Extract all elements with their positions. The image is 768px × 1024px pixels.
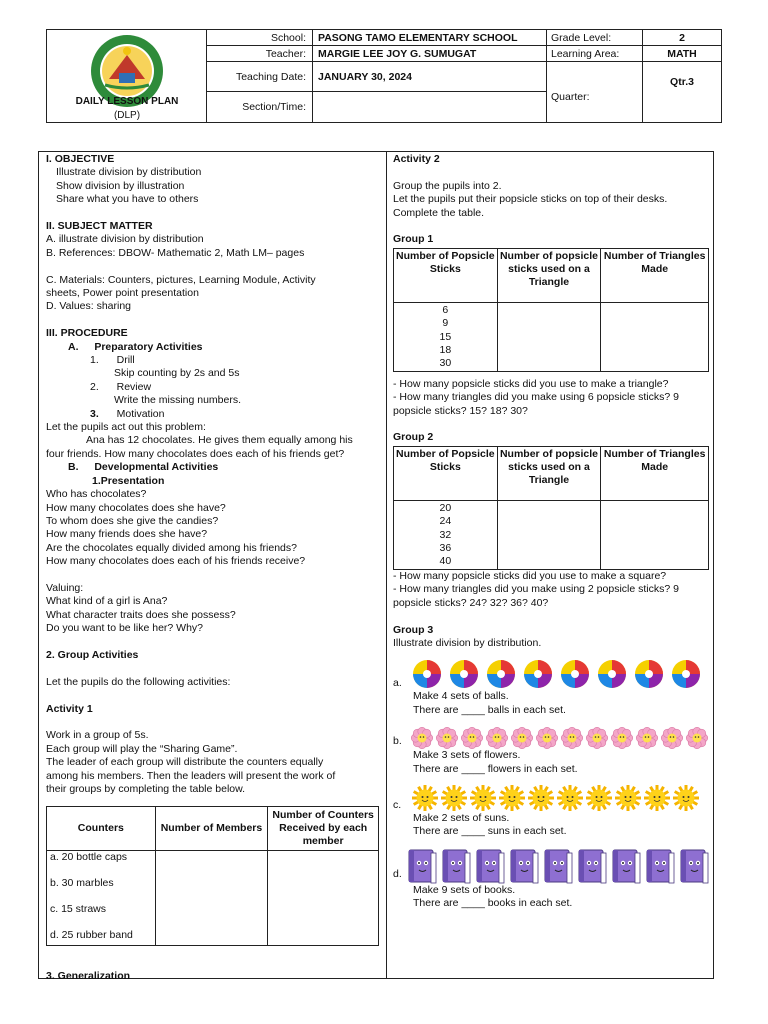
valuing-item: What kind of a girl is Ana?: [46, 595, 168, 608]
subject-item-a: A. illustrate division by distribution: [46, 233, 204, 246]
materials-line: sheets, Power point presentation: [46, 287, 199, 300]
activity1-table: [46, 806, 379, 946]
motivation-title: Motivation: [116, 407, 165, 420]
group2-question: - How many triangles did you make using 2 popsicle sticks? 9: [393, 583, 679, 596]
valuing-item: Do you want to be like her? Why?: [46, 622, 203, 635]
item-task: Make 9 sets of books.: [413, 883, 516, 896]
beach-ball-icon: [448, 658, 485, 690]
table-cell[interactable]: [268, 903, 379, 929]
column-divider: [386, 152, 387, 979]
flower-icon: [686, 727, 711, 749]
book-icon: [473, 847, 507, 884]
grade-label: Grade Level:: [547, 30, 643, 46]
book-icon: [541, 847, 575, 884]
book-icon: [677, 847, 711, 884]
flower-icon: [486, 727, 511, 749]
grade-value: 2: [643, 30, 721, 46]
sticks-value: 36: [439, 542, 452, 555]
item-answer: There are ____ balls in each set.: [413, 703, 566, 716]
logo-box: [47, 30, 207, 122]
sun-icon: [643, 784, 672, 812]
flower-icon: [436, 727, 461, 749]
table-header: Counters: [47, 807, 156, 851]
flower-icon: [561, 727, 586, 749]
group3-intro: Illustrate division by distribution.: [393, 636, 542, 649]
valuing-label: Valuing:: [46, 581, 84, 594]
item-letter: a.: [393, 677, 402, 690]
sun-icon: [469, 784, 498, 812]
table-header: Number of Triangles Made: [601, 248, 709, 302]
sticks-value: 24: [439, 515, 452, 528]
school-label: School:: [207, 30, 313, 46]
table-cell: a. 20 bottle caps: [47, 851, 156, 877]
activity1-line: among his members. Then the leaders will present the work of: [46, 769, 336, 782]
item-answer: There are ____ flowers in each set.: [413, 762, 578, 775]
prep-letter: A.: [68, 340, 79, 353]
drill-number: 1.: [90, 354, 99, 367]
book-icon: [507, 847, 541, 884]
review-title: Review: [116, 380, 152, 393]
beach-ball-icon: [559, 658, 596, 690]
beach-ball-icon: [411, 658, 448, 690]
group3-item-a: [393, 658, 711, 690]
group3-item-c: [393, 784, 711, 812]
table-header: Number of Members: [155, 807, 268, 851]
table-cell[interactable]: [155, 877, 268, 903]
group2-table: [393, 446, 709, 570]
prep-title: Preparatory Activities: [94, 340, 203, 353]
item-answer: There are ____ suns in each set.: [413, 825, 567, 838]
activity1-line: their groups by completing the table below.: [46, 782, 246, 795]
beach-ball-icon: [670, 658, 707, 690]
table-cell[interactable]: [155, 903, 268, 929]
sticks-value: 18: [439, 344, 452, 357]
table-cell[interactable]: [497, 302, 601, 371]
review-detail: Write the missing numbers.: [114, 394, 242, 407]
sun-icon: [411, 784, 440, 812]
item-letter: d.: [393, 868, 402, 881]
procedure-heading: III. PROCEDURE: [46, 327, 128, 340]
flower-icon: [636, 727, 661, 749]
dlp-title: DAILY LESSON PLAN: [75, 96, 179, 107]
table-cell[interactable]: [155, 929, 268, 946]
beach-ball-row: [411, 658, 707, 690]
problem-text: four friends. How many chocolates does each of his friends get?: [46, 447, 345, 460]
school-value: PASONG TAMO ELEMENTARY SCHOOL: [313, 30, 547, 46]
book-icon: [575, 847, 609, 884]
sun-icon: [614, 784, 643, 812]
table-cell[interactable]: [155, 851, 268, 877]
flower-icon: [586, 727, 611, 749]
table-header: Number of Counters Received by each member: [268, 807, 379, 851]
drill-detail: Skip counting by 2s and 5s: [114, 367, 240, 380]
item-letter: c.: [393, 798, 402, 811]
beach-ball-icon: [485, 658, 522, 690]
activity2-intro: Let the pupils put their popsicle sticks on top of their desks.: [393, 193, 668, 206]
sticks-value: 15: [439, 330, 452, 343]
flower-icon: [661, 727, 686, 749]
activity2-intro: Group the pupils into 2.: [393, 179, 502, 192]
item-task: Make 2 sets of suns.: [413, 811, 510, 824]
group3-item-d: [393, 847, 711, 884]
teaching-date-label: Teaching Date:: [207, 62, 313, 92]
book-icon: [439, 847, 473, 884]
left-column: [46, 153, 380, 984]
sun-icon: [527, 784, 556, 812]
objective-heading: I. OBJECTIVE: [46, 153, 115, 165]
sun-icon: [672, 784, 701, 812]
question-item: How many chocolates does each of his friends receive?: [46, 555, 306, 568]
group2-question: popsicle sticks? 24? 32? 36? 40?: [393, 596, 549, 609]
item-task: Make 3 sets of flowers.: [413, 749, 521, 762]
table-cell[interactable]: [268, 851, 379, 877]
book-row: [405, 847, 711, 884]
table-header: Number of Triangles Made: [601, 446, 709, 500]
item-answer: There are ____ books in each set.: [413, 897, 573, 910]
valuing-item: What character traits does she possess?: [46, 608, 236, 621]
table-cell[interactable]: [601, 302, 709, 371]
group-activities-intro: Let the pupils do the following activities:: [46, 675, 231, 688]
question-item: How many chocolates does she have?: [46, 501, 226, 514]
motivation-number: 3.: [90, 407, 99, 420]
group2-heading: Group 2: [393, 431, 434, 444]
table-header: Number of Popsicle Sticks: [394, 446, 498, 500]
table-header: Number of popsicle sticks used on a Triangle: [497, 446, 601, 500]
activity1-line: The leader of each group will distribute the counters equally: [46, 756, 324, 769]
sun-icon: [556, 784, 585, 812]
flower-icon: [536, 727, 561, 749]
sticks-value: 30: [439, 357, 452, 370]
flower-icon: [461, 727, 486, 749]
table-cell[interactable]: [268, 929, 379, 946]
flower-row: [411, 727, 711, 749]
learning-area-label: Learning Area:: [547, 46, 643, 62]
table-cell: c. 15 straws: [47, 903, 156, 929]
activity2-heading: Activity 2: [393, 153, 440, 165]
teacher-value: MARGIE LEE JOY G. SUMUGAT: [313, 46, 547, 62]
dev-title: Developmental Activities: [94, 461, 219, 474]
problem-text: Ana has 12 chocolates. He gives them equally among his: [86, 434, 353, 447]
subject-item-b: B. References: DBOW- Mathematic 2, Math LM– pages: [46, 246, 305, 259]
generalization-heading: 3. Generalization: [46, 970, 131, 983]
group1-question: - How many triangles did you make using 6 popsicle sticks? 9: [393, 391, 679, 404]
dev-letter: B.: [68, 461, 79, 474]
review-number: 2.: [90, 380, 99, 393]
table-cell[interactable]: [497, 500, 601, 569]
question-item: To whom does she give the candies?: [46, 514, 219, 527]
objective-item: Illustrate division by distribution: [56, 166, 202, 179]
flower-icon: [611, 727, 636, 749]
book-icon: [609, 847, 643, 884]
beach-ball-icon: [633, 658, 670, 690]
objective-item: Show division by illustration: [56, 179, 185, 192]
activity1-line: Each group will play the “Sharing Game”.: [46, 742, 238, 755]
group1-question: - How many popsicle sticks did you use to make a triangle?: [393, 377, 669, 390]
dlp-subtitle: (DLP): [113, 110, 141, 121]
drill-title: Drill: [116, 354, 135, 367]
group1-table: [393, 248, 709, 372]
group3-item-b: [393, 727, 711, 749]
group-activities-heading: 2. Group Activities: [46, 648, 139, 661]
flower-icon: [511, 727, 536, 749]
sun-icon: [498, 784, 527, 812]
learning-area-value: MATH: [643, 46, 721, 62]
sun-icon: [585, 784, 614, 812]
activity1-heading: Activity 1: [46, 702, 93, 715]
quarter-value: Qtr.3: [670, 76, 694, 88]
sticks-value: 9: [442, 317, 449, 330]
table-cell: d. 25 rubber band: [47, 929, 156, 946]
sticks-value: 32: [439, 528, 452, 541]
right-column: [393, 153, 711, 911]
item-task: Make 4 sets of balls.: [413, 690, 509, 703]
group1-question: popsicle sticks? 15? 18? 30?: [393, 404, 528, 417]
section-time-label: Section/Time:: [207, 92, 313, 122]
sun-icon: [440, 784, 469, 812]
sun-row: [411, 784, 701, 812]
subject-matter-heading: II. SUBJECT MATTER: [46, 220, 153, 233]
sticks-value: 6: [442, 303, 449, 316]
objective-item: Share what you have to others: [56, 193, 199, 206]
quarter-label: Quarter:: [547, 62, 643, 122]
teaching-date-value: JANUARY 30, 2024: [313, 62, 547, 92]
book-icon: [405, 847, 439, 884]
table-cell[interactable]: [268, 877, 379, 903]
beach-ball-icon: [596, 658, 633, 690]
question-item: How many friends does she have?: [46, 528, 208, 541]
question-item: Are the chocolates equally divided among his friends?: [46, 541, 297, 554]
flower-icon: [411, 727, 436, 749]
lesson-body: [38, 151, 714, 983]
group2-question: - How many popsicle sticks did you use to make a square?: [393, 569, 667, 582]
group1-heading: Group 1: [393, 233, 434, 246]
beach-ball-icon: [522, 658, 559, 690]
teacher-label: Teacher:: [207, 46, 313, 62]
question-item: Who has chocolates?: [46, 488, 147, 501]
table-header: Number of Popsicle Sticks: [394, 248, 498, 302]
sticks-value: 20: [439, 501, 452, 514]
table-cell[interactable]: [601, 500, 709, 569]
lesson-plan-header: [46, 29, 722, 123]
act-out-instruction: Let the pupils act out this problem:: [46, 421, 206, 434]
sticks-value: 40: [439, 555, 452, 568]
materials-line: C. Materials: Counters, pictures, Learning Module, Activity: [46, 273, 316, 286]
activity1-line: Work in a group of 5s.: [46, 729, 149, 742]
book-icon: [643, 847, 677, 884]
presentation-heading: 1.Presentation: [92, 474, 165, 487]
table-header: Number of popsicle sticks used on a Triangle: [497, 248, 601, 302]
group3-heading: Group 3: [393, 623, 434, 636]
table-cell: b. 30 marbles: [47, 877, 156, 903]
activity2-intro: Complete the table.: [393, 206, 485, 219]
values-line: D. Values: sharing: [46, 300, 132, 313]
item-letter: b.: [393, 735, 402, 748]
section-time-value[interactable]: [313, 92, 547, 122]
